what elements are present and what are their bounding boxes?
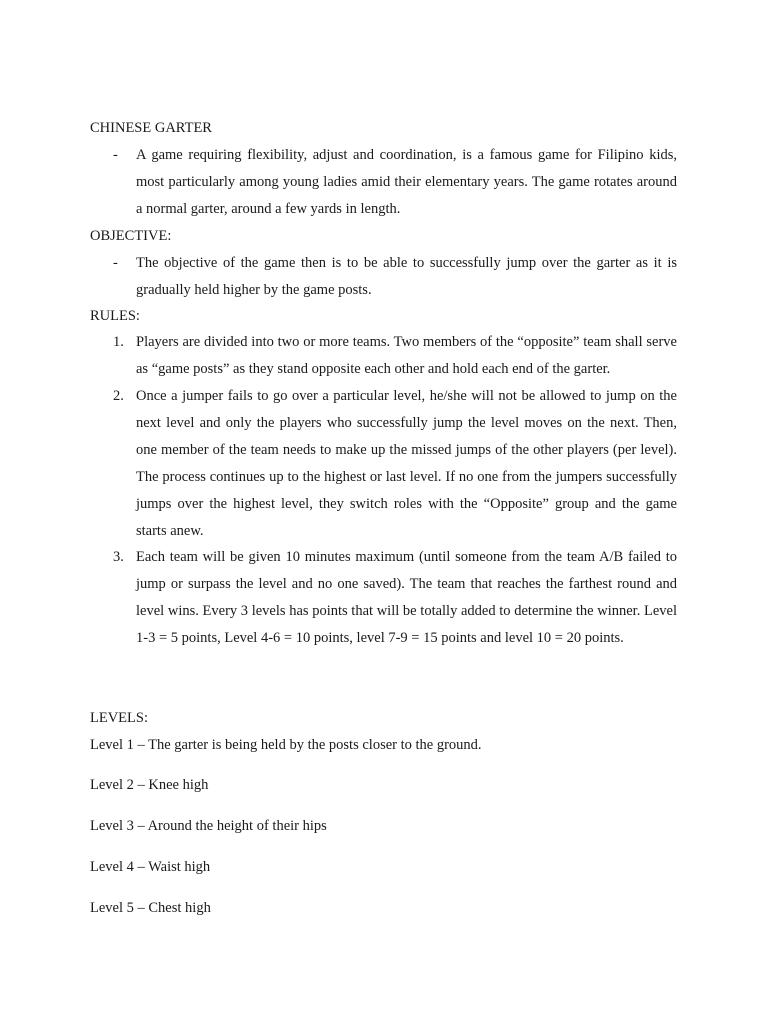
level-item: Level 3 – Around the height of their hips xyxy=(90,818,327,834)
level-item: Level 5 – Chest high xyxy=(90,900,211,916)
level-item: Level 1 – The garter is being held by the posts closer to the ground. xyxy=(90,737,482,753)
intro-paragraph: A game requiring flexibility, adjust and coordination, is a famous game for Filipino kids, most particularly among young ladies amid their elementary years. The game rotates around a normal garter, around a few yards in length. xyxy=(136,147,677,217)
rule-2-text: Once a jumper fails to go over a particular level, he/she will not be allowed to jump on the next level and only the players who successfully jump the level moves on the next. Then, one member of the team needs to make up the missed jumps of the other players (per level). The process continues up to the highest or last level. If no one from the jumpers successfully jumps over the highest level, they switch roles with the “Opposite” group and the game starts anew. xyxy=(136,388,677,539)
objective-paragraph: The objective of the game then is to be able to successfully jump over the garter as it is gradually held higher by the game posts. xyxy=(136,255,677,298)
rule-3-number: 3. xyxy=(113,549,124,565)
objective-heading: OBJECTIVE: xyxy=(90,228,172,244)
rule-1-number: 1. xyxy=(113,334,124,350)
objective-dash-marker: - xyxy=(113,255,118,271)
rule-3-text: Each team will be given 10 minutes maximum (until someone from the team A/B failed to jump or surpass the level and no one saved). The team that reaches the farthest round and level wins. Every 3 levels has points that will be totally added to determine the winner. Level 1-3 = 5 points, Level 4-6 = 10 points, level 7-9 = 15 points and level 10 = 20 points. xyxy=(136,549,677,646)
rule-1-text: Players are divided into two or more teams. Two members of the “opposite” team shall serve as “game posts” as they stand opposite each other and hold each end of the garter. xyxy=(136,334,677,377)
document-title: CHINESE GARTER xyxy=(90,120,212,136)
levels-heading: LEVELS: xyxy=(90,710,148,726)
rules-heading: RULES: xyxy=(90,308,140,324)
level-item: Level 2 – Knee high xyxy=(90,777,209,793)
level-item: Level 4 – Waist high xyxy=(90,859,211,875)
rule-2-number: 2. xyxy=(113,388,124,404)
intro-dash-marker: - xyxy=(113,147,118,163)
